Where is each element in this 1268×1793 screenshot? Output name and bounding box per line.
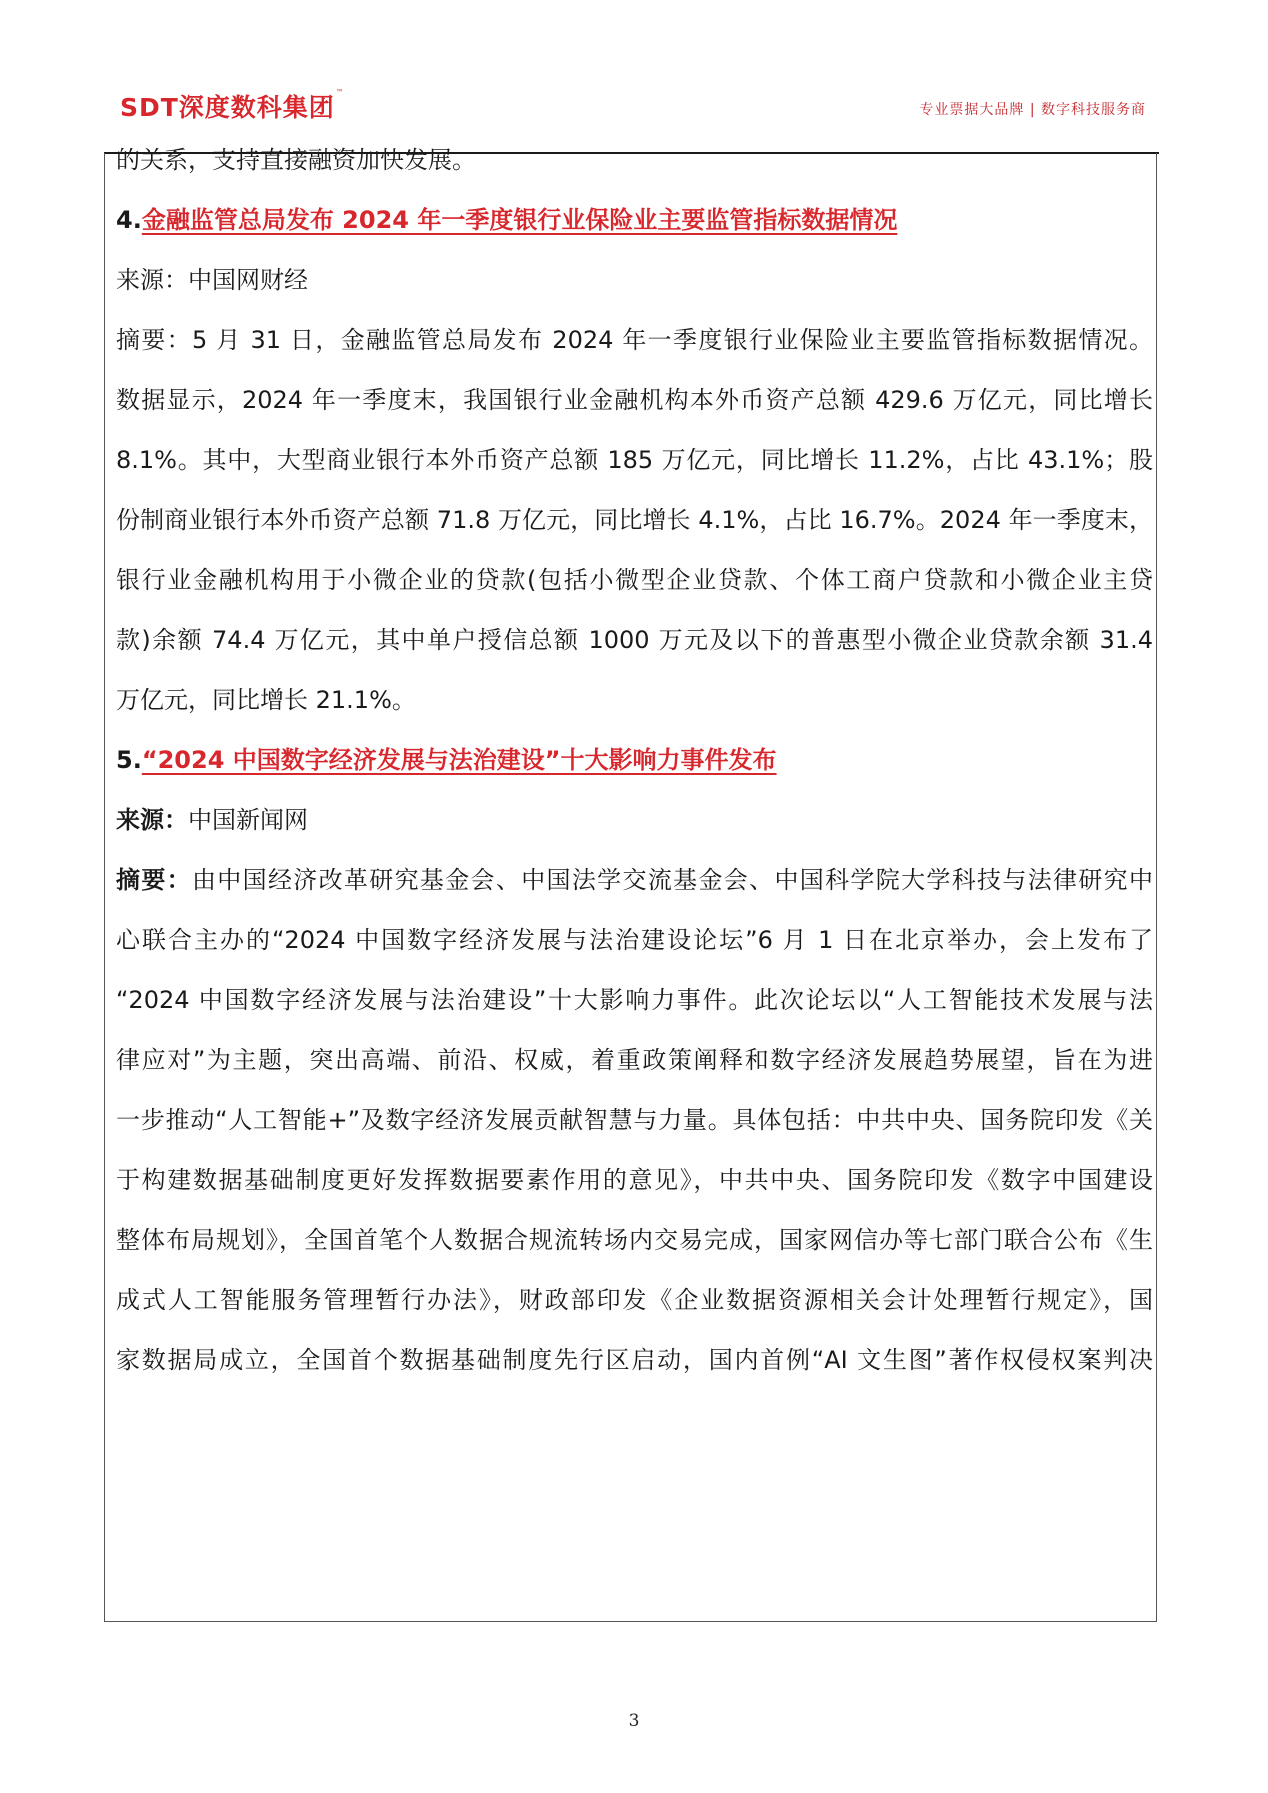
item5-summary-line: 于构建数据基础制度更好发挥数据要素作用的意见》，中共中央、国务院印发《数字中国建设 <box>116 1166 1153 1194</box>
item4-title-link[interactable]: 金融监管总局发布 2024 年一季度银行业保险业主要监管指标数据情况 <box>141 206 898 234</box>
page-header <box>0 0 1268 160</box>
header-slogan: 专业票据大品牌 | 数字科技服务商 <box>919 102 1146 118</box>
item5-summary-line: 一步推动“人工智能+”及数字经济发展贡献智慧与力量。具体包括：中共中央、国务院印发《关 <box>116 1106 1153 1134</box>
item4-source: 来源：中国网财经 <box>116 266 308 294</box>
item4-summary-line: 份制商业银行本外币资产总额 71.8 万亿元，同比增长 4.1%，占比 16.7%。2024 年一季度末， <box>116 506 1153 534</box>
item5-source-value: 中国新闻网 <box>188 806 308 834</box>
item5-summary-label: 摘要： <box>116 866 192 894</box>
item5-number: 5. <box>116 746 142 774</box>
item5-summary-line: “2024 中国数字经济发展与法治建设”十大影响力事件。此次论坛以“人工智能技术发展与法 <box>116 986 1153 1014</box>
item5-title-link[interactable]: “2024 中国数字经济发展与法治建设”十大影响力事件发布 <box>141 746 777 774</box>
page-number: 3 <box>628 1711 640 1731</box>
company-logo <box>120 88 345 124</box>
item4-summary-line: 款)余额 74.4 万亿元，其中单户授信总额 1000 万元及以下的普惠型小微企业贷款余额 31.4 <box>116 626 1153 654</box>
item5-summary-line: 成式人工智能服务管理暂行办法》，财政部印发《企业数据资源相关会计处理暂行规定》，国 <box>116 1286 1153 1314</box>
item5-summary-line: 律应对”为主题，突出高端、前沿、权威，着重政策阐释和数字经济发展趋势展望，旨在为进 <box>116 1046 1153 1074</box>
continuation-text: 的关系，支持直接融资加快发展。 <box>116 146 476 174</box>
item5-summary-line: 整体布局规划》，全国首笔个人数据合规流转场内交易完成，国家网信办等七部门联合公布《生 <box>116 1226 1153 1254</box>
item5-summary-first <box>116 863 1153 897</box>
trademark-mark: ™ <box>335 88 345 97</box>
item5-summary-text: 由中国经济改革研究基金会、中国法学交流基金会、中国科学院大学科技与法律研究中 <box>191 866 1154 894</box>
item4-summary-line: 银行业金融机构用于小微企业的贷款(包括小微型企业贷款、个体工商户贷款和小微企业主贷 <box>116 566 1153 594</box>
item5-source <box>116 803 1156 837</box>
item5-source-label: 来源： <box>116 806 188 834</box>
item4-summary-line: 摘要：5 月 31 日，金融监管总局发布 2024 年一季度银行业保险业主要监管指标数据情况。 <box>116 326 1153 354</box>
item5-heading <box>116 743 1156 777</box>
item4-number: 4. <box>116 206 142 234</box>
item5-summary-line: 心联合主办的“2024 中国数字经济发展与法治建设论坛”6 月 1 日在北京举办，会上发布了 <box>116 926 1153 954</box>
item4-summary-line: 8.1%。其中，大型商业银行本外币资产总额 185 万亿元，同比增长 11.2%，占比 43.1%；股 <box>116 446 1153 474</box>
item4-summary-line: 万亿元，同比增长 21.1%。 <box>116 686 416 714</box>
logo-text: SDT深度数科集团 <box>120 93 335 122</box>
item4-heading <box>116 203 1156 237</box>
item5-summary-line: 家数据局成立，全国首个数据基础制度先行区启动，国内首例“AI 文生图”著作权侵权案判决 <box>116 1346 1153 1374</box>
item4-summary-line: 数据显示，2024 年一季度末，我国银行业金融机构本外币资产总额 429.6 万亿元，同比增长 <box>116 386 1153 414</box>
